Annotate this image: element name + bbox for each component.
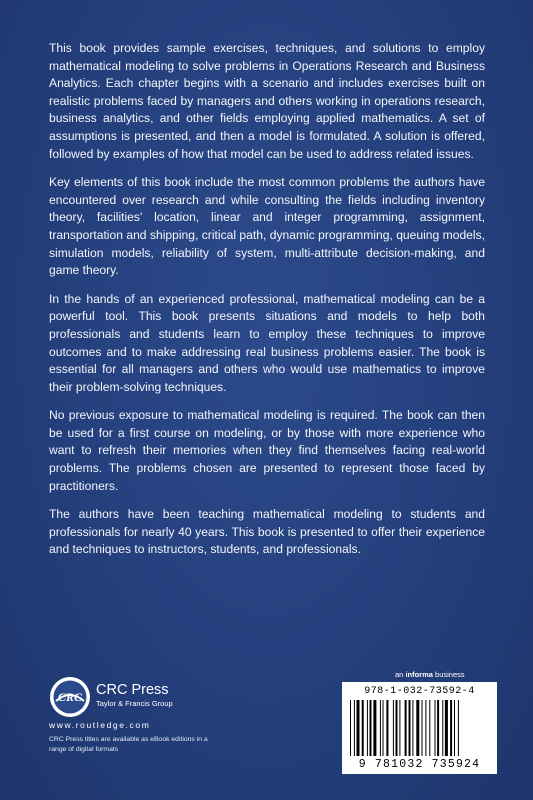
barcode-bar [435, 700, 436, 756]
barcode-bar [350, 700, 351, 756]
barcode-bar [380, 700, 381, 756]
crc-logo-text: CRC [57, 690, 83, 704]
barcode-bar [362, 700, 364, 756]
barcode-bar [386, 700, 388, 756]
barcode-bar [412, 700, 413, 756]
informa-brand: informa [405, 670, 433, 679]
publisher-block [96, 682, 173, 708]
barcode-bar [416, 700, 419, 756]
blurb-paragraph: The authors have been teaching mathematical modeling to students and professionals for nearly 40 years. This book is presented to offer their experience and techniques to instructors, students, and professionals. [49, 507, 485, 557]
barcode-bar [454, 700, 455, 756]
barcode-bar [437, 700, 439, 756]
barcode-bar [373, 700, 376, 756]
barcode-bar [405, 700, 407, 756]
barcode-digits: 9 781032 735924 [358, 758, 481, 771]
barcode-bar [357, 700, 360, 756]
barcode-bar [393, 700, 394, 756]
publisher-name: CRC Press [96, 682, 169, 698]
barcode-icon [350, 700, 489, 756]
barcode-bar [354, 700, 355, 756]
publisher-group: Taylor & Francis Group [96, 699, 173, 708]
barcode-bar [442, 700, 443, 756]
blurb-paragraph: This book provides sample exercises, techniques, and solutions to employ mathematical modeling to solve problems in Operations Research and Business Analytics. Each chapter begins with a scenario and includes exercises built on realistic problems faced by managers and others working in operations research, business analytics, and other fields employing applied mathematics. A set of assumptions is presented, and then a model is formulated. A solution is offered, followed by examples of how that model can be used to address related issues. [49, 41, 485, 161]
barcode-bar [409, 700, 411, 756]
blurb-paragraph: In the hands of an experienced professional, mathematical modeling can be a powerful tool. This book presents situations and models to help both professionals and students learn to employ these techniques to improve outcomes and to make addressing real business problems easier. The book is essential for all managers and others who would use mathematics to improve their problem-solving techniques. [49, 291, 485, 394]
barcode-bar [370, 700, 372, 756]
publisher-url: www.routledge.com [49, 720, 151, 730]
ebook-note: CRC Press titles are available as eBook editions in a range of digital formats [49, 736, 208, 753]
barcode-bar [445, 700, 448, 756]
blurb-paragraph: No previous exposure to mathematical modeling is required. The book can then be used for a first course on modeling, or by those with more experience who want to refresh their memories when they find themselves facing real-world problems. The problems chosen are presented to represent those faced by practitioners. [49, 408, 485, 493]
barcode-bar [383, 700, 384, 756]
barcode-bar [450, 700, 452, 756]
crc-logo-icon [48, 675, 92, 719]
back-cover-blurb [49, 40, 485, 570]
barcode-bar [399, 700, 400, 756]
barcode-bar [422, 700, 423, 756]
informa-business-tag: an informa business [395, 670, 465, 679]
barcode-bar [425, 700, 426, 756]
barcode-bar [429, 700, 430, 756]
barcode-bar [458, 700, 459, 756]
isbn-number: 978-1-032-73592-4 [364, 686, 475, 697]
blurb-paragraph: Key elements of this book include the most common problems the authors have encountered over research and while consulting the fields including inventory theory, facilities' location, linear and integer programming, assignment, transportation and shipping, critical path, dynamic programming, queuing models, simulation models, reliability of system, multi-attribute decision-making, and game theory. [49, 175, 485, 278]
barcode-bar [367, 700, 368, 756]
isbn-barcode [342, 682, 497, 774]
barcode-bar [396, 700, 398, 756]
